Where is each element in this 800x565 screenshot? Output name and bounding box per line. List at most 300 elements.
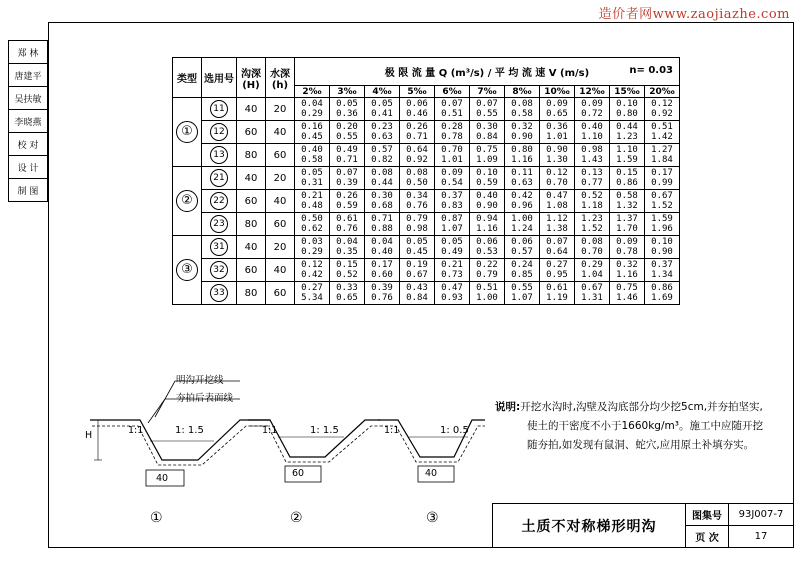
flow-q-value: 0.34	[406, 191, 428, 201]
flow-q-value: 0.04	[371, 237, 393, 247]
flow-cell	[575, 98, 610, 121]
flow-cell	[435, 167, 470, 190]
flow-v-value: 0.42	[301, 270, 323, 280]
flow-v-value: 0.78	[441, 132, 463, 142]
flow-cell	[505, 259, 540, 282]
fig1-number: ①	[150, 510, 163, 526]
flow-q-value: 0.37	[651, 260, 673, 270]
flow-q-value: 0.19	[406, 260, 428, 270]
table-row	[173, 213, 680, 236]
flow-cell	[540, 282, 575, 305]
flow-cell	[435, 259, 470, 282]
flow-cell	[610, 213, 645, 236]
flow-q-value: 0.50	[301, 214, 323, 224]
flow-v-value: 1.07	[441, 224, 463, 234]
select-cell	[202, 190, 237, 213]
flow-q-value: 0.21	[441, 260, 463, 270]
flow-cell	[470, 213, 505, 236]
select-cell	[202, 282, 237, 305]
flow-v-value: 0.85	[511, 270, 533, 280]
flow-v-value: 1.31	[581, 293, 603, 303]
flow-v-value: 1.38	[546, 224, 568, 234]
flow-v-value: 0.58	[511, 109, 533, 119]
flow-q-value: 0.49	[336, 145, 358, 155]
flow-q-value: 0.90	[546, 145, 568, 155]
select-cell	[202, 167, 237, 190]
flow-cell	[365, 213, 400, 236]
flow-v-value: 0.63	[371, 132, 393, 142]
label-open-trench: 明沟开挖线	[176, 375, 224, 386]
water-cell: 40	[266, 259, 295, 282]
type-number: ①	[176, 121, 198, 143]
signoff-cell: 郑 林	[9, 41, 48, 64]
flow-q-value: 0.05	[371, 99, 393, 109]
slope-header: 12‰	[575, 86, 610, 98]
flow-cell	[540, 98, 575, 121]
flow-cell	[645, 190, 680, 213]
header-select: 选用号	[202, 58, 237, 98]
flow-v-value: 0.93	[441, 293, 463, 303]
flow-v-value: 0.98	[406, 224, 428, 234]
table-row	[173, 190, 680, 213]
flow-v-value: 0.51	[441, 109, 463, 119]
water-cell: 60	[266, 213, 295, 236]
flow-q-value: 0.75	[616, 283, 638, 293]
flow-v-value: 0.65	[336, 293, 358, 303]
header-type: 类型	[173, 58, 202, 98]
flow-v-value: 0.90	[651, 247, 673, 257]
flow-cell	[400, 167, 435, 190]
select-number: 22	[210, 192, 228, 210]
water-cell: 40	[266, 121, 295, 144]
signoff-cell: 制 图	[9, 179, 48, 202]
flow-cell	[505, 144, 540, 167]
flow-v-value: 0.41	[371, 109, 393, 119]
slope-header: 20‰	[645, 86, 680, 98]
fig1-width: 40	[156, 473, 169, 484]
flow-cell	[645, 259, 680, 282]
slope-header: 6‰	[435, 86, 470, 98]
flow-v-value: 0.78	[616, 247, 638, 257]
select-cell	[202, 236, 237, 259]
flow-cell	[295, 259, 330, 282]
flow-q-value: 0.27	[301, 283, 323, 293]
flow-v-value: 0.62	[301, 224, 323, 234]
flow-v-value: 0.40	[371, 247, 393, 257]
page-number: 17	[729, 526, 794, 548]
depth-cell: 80	[237, 213, 266, 236]
flow-v-value: 1.32	[616, 201, 638, 211]
select-number: 11	[210, 100, 228, 118]
flow-cell	[540, 144, 575, 167]
water-cell: 20	[266, 167, 295, 190]
flow-v-value: 0.39	[336, 178, 358, 188]
flow-v-value: 1.01	[546, 132, 568, 142]
flow-q-value: 0.61	[546, 283, 568, 293]
flow-q-value: 0.08	[511, 99, 533, 109]
flow-v-value: 1.16	[511, 155, 533, 165]
flow-q-value: 0.09	[616, 237, 638, 247]
flow-cell	[365, 236, 400, 259]
flow-v-value: 0.99	[651, 178, 673, 188]
flow-v-value: 0.52	[336, 270, 358, 280]
flow-v-value: 0.45	[301, 132, 323, 142]
header-n: n= 0.03	[629, 65, 673, 76]
flow-v-value: 0.36	[336, 109, 358, 119]
flow-cell	[540, 236, 575, 259]
flow-q-value: 0.10	[476, 168, 498, 178]
signoff-cell: 吴扶敏	[9, 87, 48, 110]
flow-q-value: 0.10	[616, 99, 638, 109]
flow-q-value: 0.07	[546, 237, 568, 247]
flow-cell	[295, 213, 330, 236]
header-flow	[295, 58, 680, 86]
note-line-1: 开挖水沟时,沟壁及沟底部分均少挖5cm,并夯拍坚实,	[520, 401, 763, 413]
flow-cell	[645, 144, 680, 167]
flow-cell	[610, 98, 645, 121]
flow-q-value: 0.80	[511, 145, 533, 155]
flow-cell	[295, 144, 330, 167]
flow-cell	[575, 259, 610, 282]
flow-v-value: 1.70	[616, 224, 638, 234]
signoff-cell: 校 对	[9, 133, 48, 156]
flow-cell	[575, 144, 610, 167]
flow-cell	[540, 167, 575, 190]
table-row	[173, 144, 680, 167]
flow-v-value: 1.01	[441, 155, 463, 165]
flow-v-value: 0.59	[476, 178, 498, 188]
flow-v-value: 1.30	[546, 155, 568, 165]
flow-v-value: 0.44	[371, 178, 393, 188]
flow-q-value: 0.20	[336, 122, 358, 132]
flow-cell	[540, 259, 575, 282]
flow-cell	[505, 282, 540, 305]
flow-q-value: 0.67	[651, 191, 673, 201]
flow-v-value: 0.50	[406, 178, 428, 188]
select-cell	[202, 144, 237, 167]
table-row	[173, 259, 680, 282]
atlas-label: 图集号	[686, 504, 729, 526]
flow-cell	[435, 236, 470, 259]
signoff-strip	[8, 40, 48, 197]
flow-cell	[610, 121, 645, 144]
flow-q-value: 0.05	[336, 99, 358, 109]
title-block	[492, 503, 794, 548]
flow-cell	[330, 190, 365, 213]
flow-cell	[295, 121, 330, 144]
flow-q-value: 0.94	[476, 214, 498, 224]
flow-q-value: 0.86	[651, 283, 673, 293]
flow-q-value: 1.10	[616, 145, 638, 155]
table-row	[173, 282, 680, 305]
flow-v-value: 0.90	[511, 132, 533, 142]
slope-header: 5‰	[400, 86, 435, 98]
flow-v-value: 1.69	[651, 293, 673, 303]
flow-cell	[645, 236, 680, 259]
flow-cell	[575, 236, 610, 259]
note-line-3: 随夯拍,如发现有鼠洞、蛇穴,应用原土补填夯实。	[527, 439, 755, 451]
flow-v-value: 0.84	[476, 132, 498, 142]
flow-cell	[575, 121, 610, 144]
flow-q-value: 1.12	[546, 214, 568, 224]
flow-v-value: 0.76	[406, 201, 428, 211]
flow-q-value: 0.24	[511, 260, 533, 270]
type-number: ②	[176, 190, 198, 212]
flow-cell	[610, 259, 645, 282]
flow-q-value: 0.43	[406, 283, 428, 293]
flow-cell	[330, 259, 365, 282]
flow-v-value: 5.34	[301, 293, 323, 303]
flow-cell	[435, 98, 470, 121]
flow-q-value: 0.15	[616, 168, 638, 178]
flow-cell	[645, 167, 680, 190]
signoff-cell: 李晓燕	[9, 110, 48, 133]
flow-cell	[400, 190, 435, 213]
label-tamped-surface: 夯拍后表面线	[176, 393, 234, 404]
flow-v-value: 0.76	[336, 224, 358, 234]
flow-cell	[505, 121, 540, 144]
flow-v-value: 0.53	[476, 247, 498, 257]
flow-v-value: 1.23	[616, 132, 638, 142]
flow-q-value: 0.71	[371, 214, 393, 224]
flow-q-value: 0.11	[511, 168, 533, 178]
type-cell	[173, 236, 202, 305]
page-label: 页 次	[686, 526, 729, 548]
header-flow-text: 极 限 流 量 Q (m³/s) / 平 均 流 速 V (m/s)	[384, 68, 590, 79]
flow-q-value: 0.51	[476, 283, 498, 293]
type-number: ③	[176, 259, 198, 281]
flow-q-value: 0.07	[336, 168, 358, 178]
flow-q-value: 0.04	[301, 99, 323, 109]
flow-v-value: 1.18	[581, 201, 603, 211]
flow-q-value: 0.08	[406, 168, 428, 178]
depth-cell: 60	[237, 259, 266, 282]
flow-cell	[575, 213, 610, 236]
flow-q-value: 0.08	[371, 168, 393, 178]
flow-v-value: 0.57	[511, 247, 533, 257]
watermark-text: 造价者网www.zaojiazhe.com	[598, 7, 790, 22]
flow-cell	[540, 213, 575, 236]
flow-v-value: 0.80	[616, 109, 638, 119]
select-number: 13	[210, 146, 228, 164]
flow-cell	[400, 259, 435, 282]
flow-q-value: 0.09	[546, 99, 568, 109]
depth-cell: 80	[237, 144, 266, 167]
flow-v-value: 1.42	[651, 132, 673, 142]
flow-q-value: 0.40	[581, 122, 603, 132]
flow-cell	[295, 190, 330, 213]
note-line-2: 使土的干密度不小于1660kg/m³。施工中应随开挖	[527, 420, 763, 432]
flow-q-value: 1.23	[581, 214, 603, 224]
slope-header: 7‰	[470, 86, 505, 98]
flow-q-value: 0.27	[546, 260, 568, 270]
flow-v-value: 1.59	[616, 155, 638, 165]
flow-cell	[330, 144, 365, 167]
flow-v-value: 1.34	[651, 270, 673, 280]
flow-v-value: 0.84	[406, 293, 428, 303]
flow-cell	[505, 236, 540, 259]
depth-cell: 40	[237, 167, 266, 190]
flow-q-value: 0.06	[476, 237, 498, 247]
flow-q-value: 1.27	[651, 145, 673, 155]
flow-q-value: 0.33	[336, 283, 358, 293]
flow-v-value: 1.00	[476, 293, 498, 303]
flow-cell	[610, 190, 645, 213]
fig1-slope-a: 1:1	[128, 425, 144, 436]
flow-v-value: 0.83	[441, 201, 463, 211]
flow-q-value: 0.70	[441, 145, 463, 155]
flow-q-value: 0.26	[406, 122, 428, 132]
flow-q-value: 0.23	[371, 122, 393, 132]
flow-v-value: 0.90	[476, 201, 498, 211]
flow-cell	[470, 190, 505, 213]
select-cell	[202, 121, 237, 144]
flow-q-value: 0.40	[476, 191, 498, 201]
flow-v-value: 0.71	[406, 132, 428, 142]
table-row	[173, 121, 680, 144]
flow-v-value: 0.31	[301, 178, 323, 188]
depth-cell: 40	[237, 236, 266, 259]
flow-cell	[610, 282, 645, 305]
atlas-number: 93J007-7	[729, 504, 794, 526]
flow-cell	[400, 282, 435, 305]
flow-q-value: 0.07	[441, 99, 463, 109]
flow-q-value: 0.55	[511, 283, 533, 293]
flow-cell	[470, 144, 505, 167]
flow-q-value: 0.12	[546, 168, 568, 178]
flow-q-value: 0.28	[441, 122, 463, 132]
slope-header: 10‰	[540, 86, 575, 98]
flow-q-value: 0.04	[336, 237, 358, 247]
flow-v-value: 0.76	[371, 293, 393, 303]
flow-cell	[400, 236, 435, 259]
select-number: 23	[210, 215, 228, 233]
fig2-number: ②	[290, 510, 303, 526]
flow-cell	[365, 98, 400, 121]
flow-q-value: 0.17	[371, 260, 393, 270]
slope-header: 8‰	[505, 86, 540, 98]
flow-cell	[505, 190, 540, 213]
flow-v-value: 1.96	[651, 224, 673, 234]
flow-v-value: 0.73	[441, 270, 463, 280]
flow-q-value: 0.44	[616, 122, 638, 132]
flow-cell	[575, 282, 610, 305]
flow-v-value: 1.07	[511, 293, 533, 303]
flow-cell	[435, 144, 470, 167]
flow-v-value: 1.19	[546, 293, 568, 303]
flow-v-value: 0.79	[476, 270, 498, 280]
fig2-slope-b: 1: 1.5	[310, 425, 339, 436]
flow-v-value: 0.29	[301, 109, 323, 119]
flow-v-value: 0.45	[406, 247, 428, 257]
select-cell	[202, 213, 237, 236]
flow-q-value: 0.64	[406, 145, 428, 155]
signoff-cell: 设 计	[9, 156, 48, 179]
select-number: 12	[210, 123, 228, 141]
flow-v-value: 0.59	[336, 201, 358, 211]
flow-q-value: 0.17	[651, 168, 673, 178]
flow-cell	[575, 190, 610, 213]
flow-cell	[505, 98, 540, 121]
flow-v-value: 1.08	[546, 201, 568, 211]
flow-v-value: 1.04	[581, 270, 603, 280]
flow-q-value: 0.42	[511, 191, 533, 201]
flow-q-value: 0.67	[581, 283, 603, 293]
flow-q-value: 0.32	[616, 260, 638, 270]
flow-v-value: 0.82	[371, 155, 393, 165]
flow-v-value: 0.63	[511, 178, 533, 188]
flow-v-value: 1.52	[581, 224, 603, 234]
flow-q-value: 0.75	[476, 145, 498, 155]
flow-q-value: 0.40	[301, 145, 323, 155]
flow-cell	[400, 144, 435, 167]
flow-q-value: 0.13	[581, 168, 603, 178]
flow-cell	[400, 121, 435, 144]
flow-q-value: 0.05	[301, 168, 323, 178]
slope-header: 2‰	[295, 86, 330, 98]
flow-q-value: 0.12	[651, 99, 673, 109]
depth-cell: 60	[237, 121, 266, 144]
flow-q-value: 0.52	[581, 191, 603, 201]
fig3-width: 40	[425, 468, 438, 479]
flow-cell	[400, 213, 435, 236]
flow-q-value: 0.06	[511, 237, 533, 247]
flow-v-value: 0.65	[546, 109, 568, 119]
flow-cell	[470, 121, 505, 144]
flow-cell	[645, 213, 680, 236]
flow-v-value: 0.64	[546, 247, 568, 257]
flow-q-value: 0.30	[371, 191, 393, 201]
label-H: H	[85, 430, 93, 441]
fig3-number: ③	[426, 510, 439, 526]
header-depth: 沟深(H)	[237, 58, 266, 98]
flow-q-value: 0.39	[371, 283, 393, 293]
flow-q-value: 0.08	[581, 237, 603, 247]
flow-q-value: 0.09	[441, 168, 463, 178]
flow-q-value: 0.05	[441, 237, 463, 247]
type-cell	[173, 167, 202, 236]
flow-v-value: 0.55	[336, 132, 358, 142]
drawing-title: 土质不对称梯形明沟	[493, 504, 686, 548]
flow-cell	[330, 282, 365, 305]
type-cell	[173, 98, 202, 167]
water-cell: 60	[266, 144, 295, 167]
flow-cell	[365, 259, 400, 282]
flow-q-value: 0.15	[336, 260, 358, 270]
flow-cell	[295, 282, 330, 305]
flow-cell	[330, 98, 365, 121]
flow-cell	[435, 213, 470, 236]
flow-cell	[505, 167, 540, 190]
fig2-width: 60	[292, 468, 305, 479]
flow-v-value: 1.43	[581, 155, 603, 165]
flow-q-value: 0.87	[441, 214, 463, 224]
flow-v-value: 0.29	[301, 247, 323, 257]
slope-header: 3‰	[330, 86, 365, 98]
flow-cell	[470, 98, 505, 121]
select-cell	[202, 259, 237, 282]
flow-q-value: 0.47	[546, 191, 568, 201]
flow-cell	[470, 236, 505, 259]
flow-q-value: 0.16	[301, 122, 323, 132]
flow-q-value: 0.51	[651, 122, 673, 132]
fig3-slope-a: 1:1	[384, 425, 400, 436]
flow-q-value: 1.59	[651, 214, 673, 224]
flow-q-value: 1.37	[616, 214, 638, 224]
water-cell: 20	[266, 236, 295, 259]
flow-cell	[365, 190, 400, 213]
fig3-slope-b: 1: 0.5	[440, 425, 469, 436]
